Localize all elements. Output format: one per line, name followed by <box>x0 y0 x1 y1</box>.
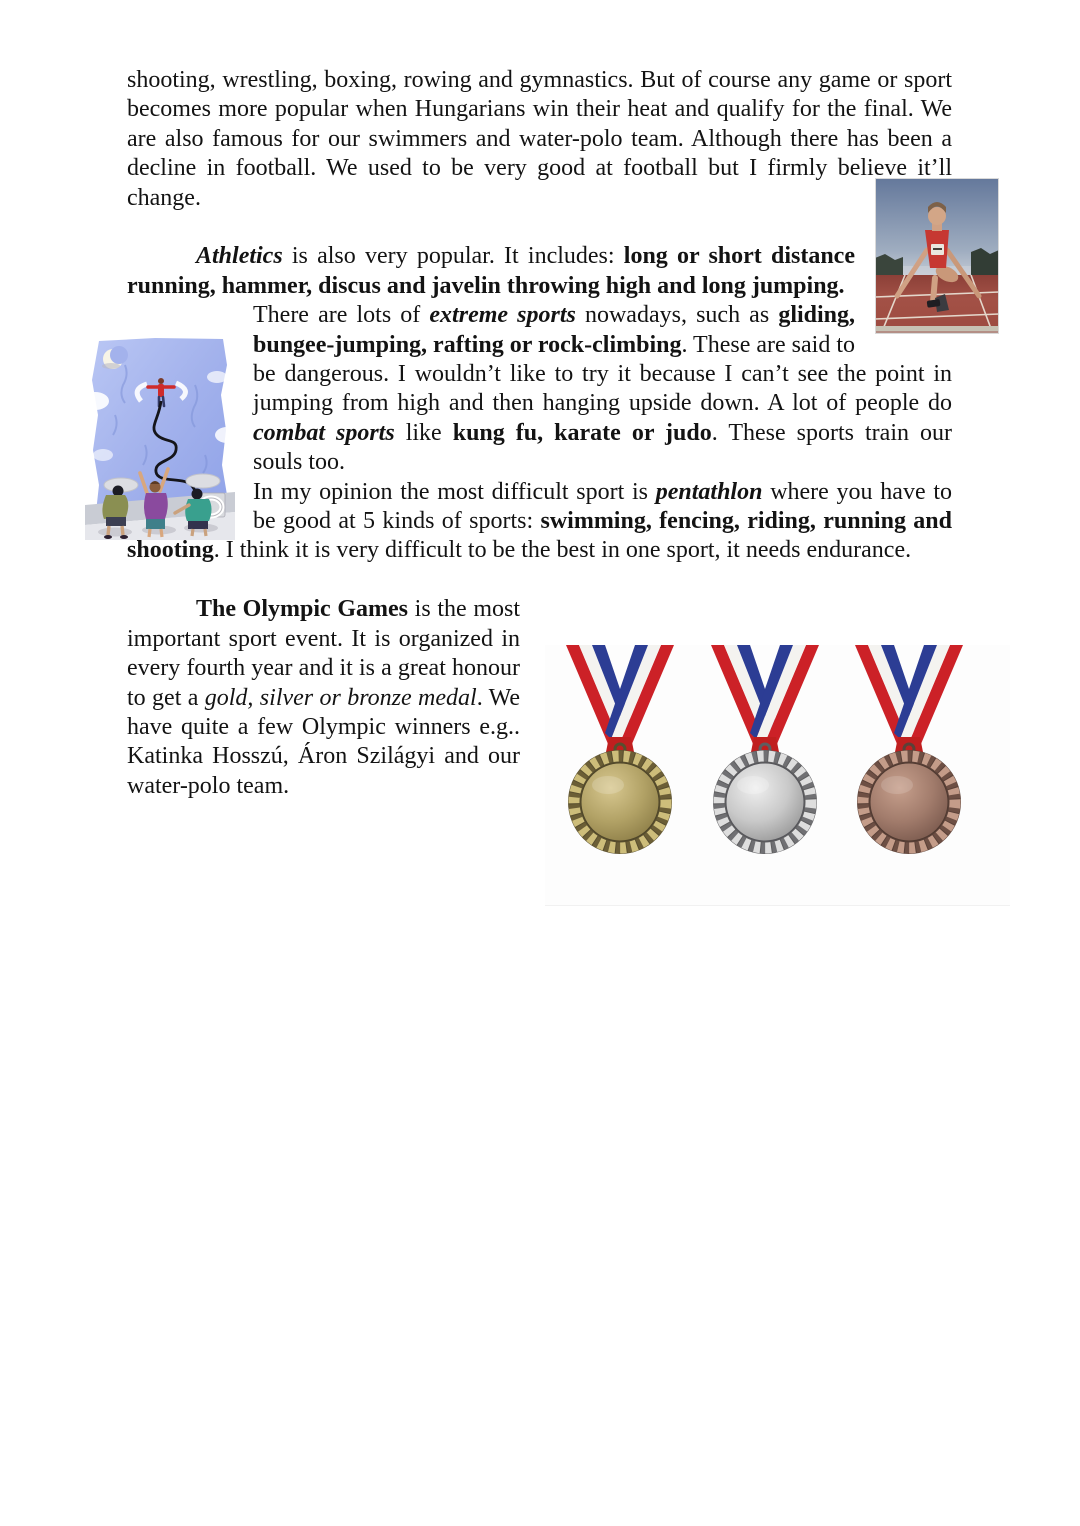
paragraph-athletics <box>127 242 952 301</box>
document-text <box>127 66 952 855</box>
text-segment: long or short distance running, hammer, discus and javelin throwing high and long jumping. <box>127 243 855 299</box>
paragraph-olympic-games <box>127 595 952 801</box>
text-segment: The Olympic Games <box>196 596 408 623</box>
paragraph-popular-sports <box>127 66 952 213</box>
paragraph-pentathlon <box>127 478 952 566</box>
text-segment: gold, silver or bronze medal <box>204 684 477 711</box>
text-segment: In my opinion the most difficult sport is <box>253 478 656 505</box>
text-segment: gliding, bungee-jumping, rafting or rock-climbing <box>253 302 856 358</box>
text-segment: like <box>394 419 453 446</box>
text-segment: nowadays, such as <box>575 302 779 329</box>
text-wrap-spacer-medals <box>520 595 952 855</box>
text-segment: where you have to be good at 5 kinds of sports: <box>253 478 952 535</box>
text-segment: swimming, fencing, riding, running and shooting <box>127 508 953 564</box>
text-segment: pentathlon <box>655 478 763 505</box>
trees-right <box>971 248 999 275</box>
text-segment: is also very popular. It includes: <box>282 243 624 270</box>
text-segment: is the most important sport event. It is organized in every fourth year and it is a great honour to get a <box>127 596 521 711</box>
text-segment: kung fu, karate or judo <box>452 419 712 446</box>
text-segment: . I think it is very difficult to be the best in one sport, it needs endurance. <box>213 537 912 564</box>
text-segment: extreme sports <box>429 302 576 329</box>
text-segment: Athletics <box>196 243 283 270</box>
text-segment: . We have quite a few Olympic winners e.g.. Katinka Hosszú, Áron Szilágyi and our water-polo team. <box>127 684 521 799</box>
text-segment: . These sports train our souls too. <box>253 419 953 476</box>
text-segment: combat sports <box>253 419 395 446</box>
text-segment: There are lots of <box>253 302 430 329</box>
paragraph-extreme-sports <box>127 301 952 477</box>
text-segment: . These are said to be dangerous. I wouldn’t like to try it because I can’t see the point in jumping from high and then hanging upside down. A lot of people do <box>253 331 952 417</box>
text-segment: shooting, wrestling, boxing, rowing and gymnastics. But of course any game or sport becomes more popular when Hungarians win their heat and qualify for the final. We are also famous for our swimmers and water-polo team. Although there has been a decline in football. We used to be very good at football but I firmly believe it’ll change. <box>127 67 952 211</box>
